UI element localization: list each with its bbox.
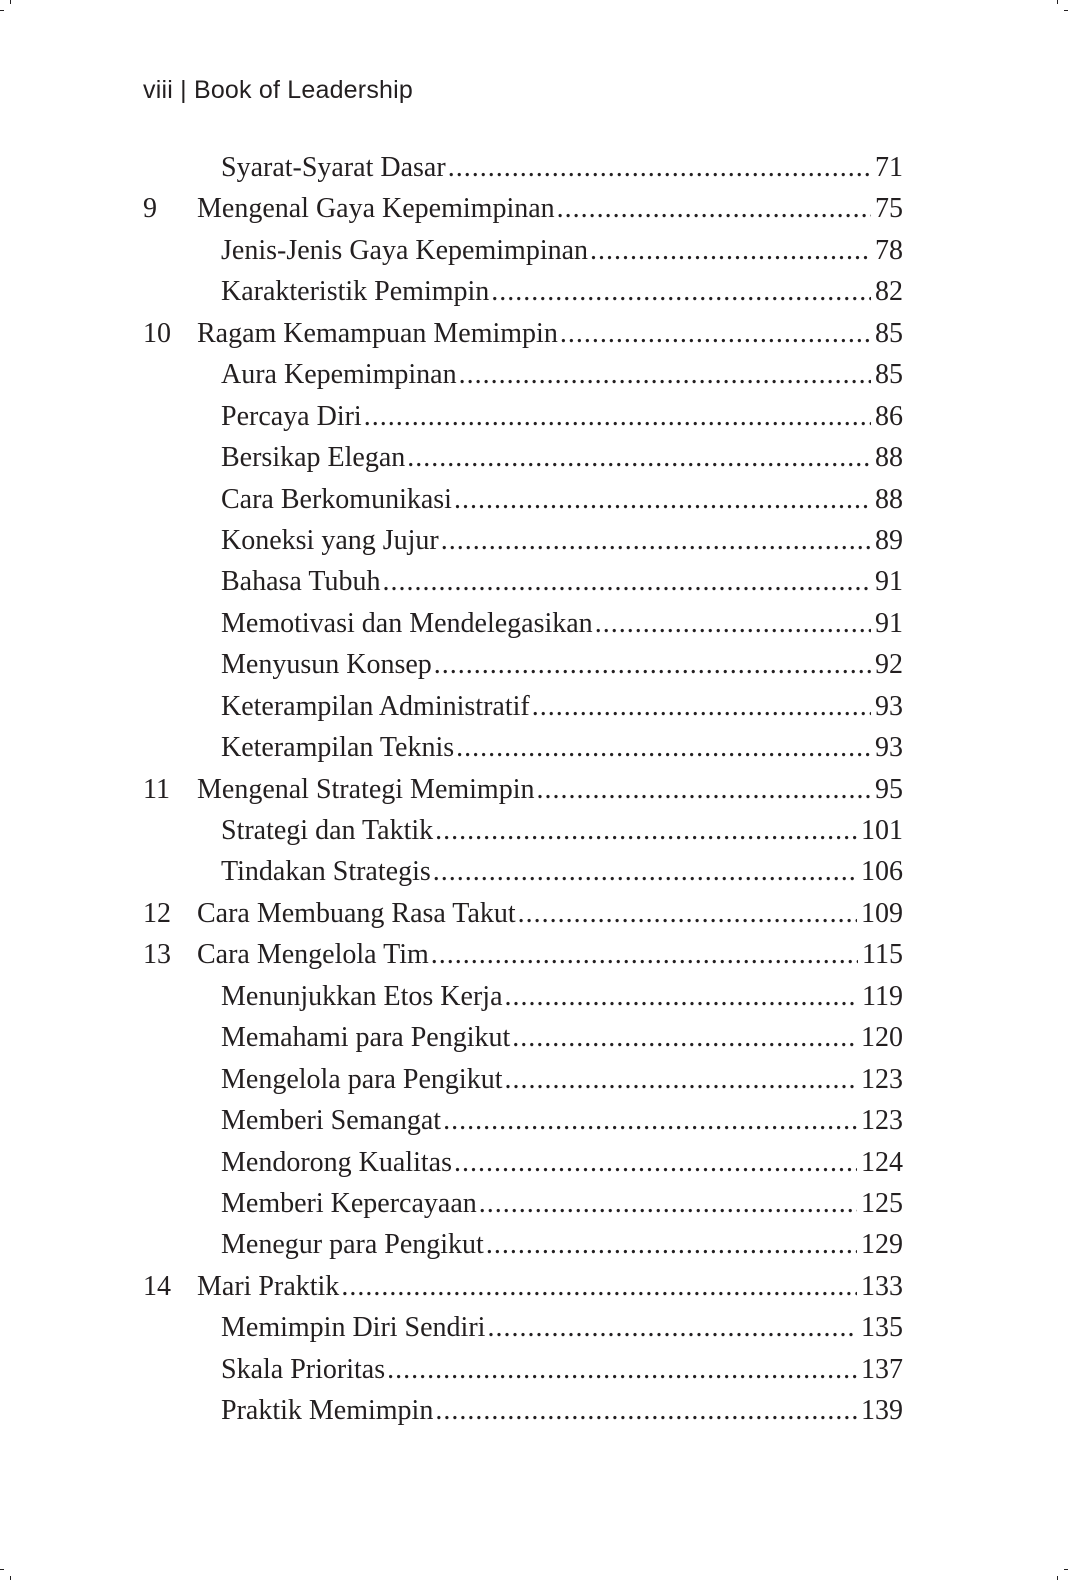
crop-mark [1057,1576,1058,1580]
toc-entry [143,1142,903,1183]
toc-page-number: 129 [861,1229,903,1261]
toc-entry-title: Aura Kepemimpinan [221,359,457,391]
toc-page-number: 119 [862,980,903,1012]
toc-entry-title: Bersikap Elegan [221,442,406,474]
toc-page-number: 109 [861,897,903,929]
toc-entry [143,396,903,437]
crop-mark [0,10,4,11]
toc-entry [143,354,903,395]
dot-leader [435,810,857,851]
toc-entry-title: Memberi Semangat [221,1105,442,1137]
toc-entry-title: Mari Praktik [197,1270,340,1302]
toc-entry-title: Keterampilan Administratif [221,690,530,722]
toc-chapter-number: 12 [143,897,171,929]
toc-entry [143,976,903,1017]
dot-leader [387,1349,857,1390]
toc-entry [143,1349,903,1390]
toc-chapter [143,769,903,810]
dot-leader [434,644,871,685]
dot-leader [448,147,871,188]
dot-leader [487,1307,857,1348]
dot-leader [433,851,857,892]
toc-page-number: 82 [875,276,903,308]
crop-mark [1064,10,1068,11]
toc-entry-title: Cara Berkomunikasi [221,483,452,515]
toc-page-number: 115 [862,939,903,971]
toc-entry [143,1017,903,1058]
toc-entry [143,271,903,312]
toc-entry-title: Syarat-Syarat Dasar [221,152,446,183]
toc-page-number: 86 [875,400,903,432]
toc-entry-title: Praktik Memimpin [221,1395,434,1427]
toc-chapter-number: 10 [143,317,171,349]
toc-page-number: 120 [861,1022,903,1054]
toc-chapter [143,188,903,229]
toc-entry [143,686,903,727]
toc-chapter-number: 11 [143,773,170,805]
crop-mark [0,1569,4,1570]
dot-leader [454,479,871,520]
toc-entry-title: Memimpin Diri Sendiri [221,1312,486,1344]
dot-leader [435,1390,857,1431]
dot-leader [595,603,871,644]
toc-entry [143,1224,903,1265]
dot-leader [407,437,871,478]
toc-entry [143,479,903,520]
toc-entry-title: Tindakan Strategis [221,856,431,888]
toc-chapter-number: 14 [143,1270,171,1302]
toc-page-number: 93 [875,690,903,722]
dot-leader [512,1017,857,1058]
running-header: viii | Book of Leadership [143,76,413,104]
toc-chapter [143,1266,903,1307]
toc-entry-title: Memberi Kepercayaan [221,1187,477,1219]
toc-page-number: 92 [875,649,903,681]
toc-entry [143,810,903,851]
dot-leader [560,313,871,354]
toc-chapter-number: 13 [143,939,171,971]
toc-entry-title: Menegur para Pengikut [221,1229,484,1261]
toc-entry [143,230,903,271]
dot-leader [382,561,871,602]
toc-entry-title: Skala Prioritas [221,1353,386,1385]
toc-entry [143,603,903,644]
dot-leader [443,1100,857,1141]
toc-page-number: 85 [875,317,903,349]
toc-entry-title: Mendorong Kualitas [221,1146,452,1178]
toc-page-number: 75 [875,193,903,225]
dot-leader [456,727,871,768]
toc-entry [143,1307,903,1348]
crop-mark [10,0,11,4]
toc-page-number: 91 [875,566,903,598]
toc-entry-title: Percaya Diri [221,400,362,432]
toc-page-number: 137 [861,1353,903,1385]
toc-chapter [143,934,903,975]
toc-page-number: 124 [861,1146,903,1178]
toc-page-number: 85 [875,359,903,391]
toc-entry [143,561,903,602]
toc-entry-title: Karakteristik Pemimpin [221,276,490,308]
table-of-contents [143,147,903,1432]
crop-mark [10,1576,11,1580]
toc-page-number: 91 [875,607,903,639]
toc-entry-title: Mengelola para Pengikut [221,1063,503,1095]
dot-leader [364,396,871,437]
toc-entry [143,147,903,188]
crop-mark [1057,0,1058,4]
toc-page-number: 123 [861,1105,903,1137]
dot-leader [341,1266,857,1307]
toc-entry [143,851,903,892]
dot-leader [486,1224,857,1265]
toc-page-number: 123 [861,1063,903,1095]
dot-leader [441,520,871,561]
toc-page-number: 78 [875,234,903,266]
toc-entry [143,644,903,685]
dot-leader [537,769,872,810]
toc-entry-title: Koneksi yang Jujur [221,524,439,556]
toc-page-number: 101 [861,815,903,846]
toc-entry-title: Memahami para Pengikut [221,1022,511,1054]
dot-leader [532,686,871,727]
toc-chapter [143,313,903,354]
toc-page-number: 71 [875,152,903,183]
toc-page-number: 88 [875,483,903,515]
toc-entry-title: Cara Mengelola Tim [197,939,429,971]
toc-entry [143,1183,903,1224]
toc-entry [143,437,903,478]
toc-entry-title: Memotivasi dan Mendelegasikan [221,607,593,639]
toc-entry [143,727,903,768]
toc-entry-title: Cara Membuang Rasa Takut [197,897,516,929]
toc-entry [143,1059,903,1100]
toc-entry-title: Mengenal Strategi Memimpin [197,773,535,805]
dot-leader [505,976,859,1017]
toc-entry [143,520,903,561]
toc-entry-title: Bahasa Tubuh [221,566,381,598]
dot-leader [590,230,871,271]
toc-page-number: 95 [875,773,903,805]
dot-leader [431,934,858,975]
toc-entry [143,1390,903,1431]
toc-page-number: 93 [875,732,903,764]
dot-leader [491,271,871,312]
toc-page-number: 88 [875,442,903,474]
dot-leader [518,893,857,934]
toc-page-number: 125 [861,1187,903,1219]
toc-page-number: 139 [861,1395,903,1427]
toc-entry-title: Mengenal Gaya Kepemimpinan [197,193,555,225]
toc-entry-title: Menyusun Konsep [221,649,432,681]
toc-page-number: 133 [861,1270,903,1302]
toc-entry-title: Menunjukkan Etos Kerja [221,980,503,1012]
toc-chapter [143,893,903,934]
toc-page-number: 106 [861,856,903,888]
dot-leader [504,1059,857,1100]
toc-page-number: 135 [861,1312,903,1344]
toc-entry-title: Keterampilan Teknis [221,732,455,764]
toc-entry-title: Ragam Kemampuan Memimpin [197,317,558,349]
toc-entry-title: Jenis-Jenis Gaya Kepemimpinan [221,234,589,266]
dot-leader [454,1142,857,1183]
dot-leader [459,354,871,395]
toc-entry [143,1100,903,1141]
toc-entry-title: Strategi dan Taktik [221,815,434,846]
dot-leader [479,1183,857,1224]
toc-chapter-number: 9 [143,193,157,225]
toc-page-number: 89 [875,524,903,556]
crop-mark [1064,1569,1068,1570]
dot-leader [557,188,871,229]
